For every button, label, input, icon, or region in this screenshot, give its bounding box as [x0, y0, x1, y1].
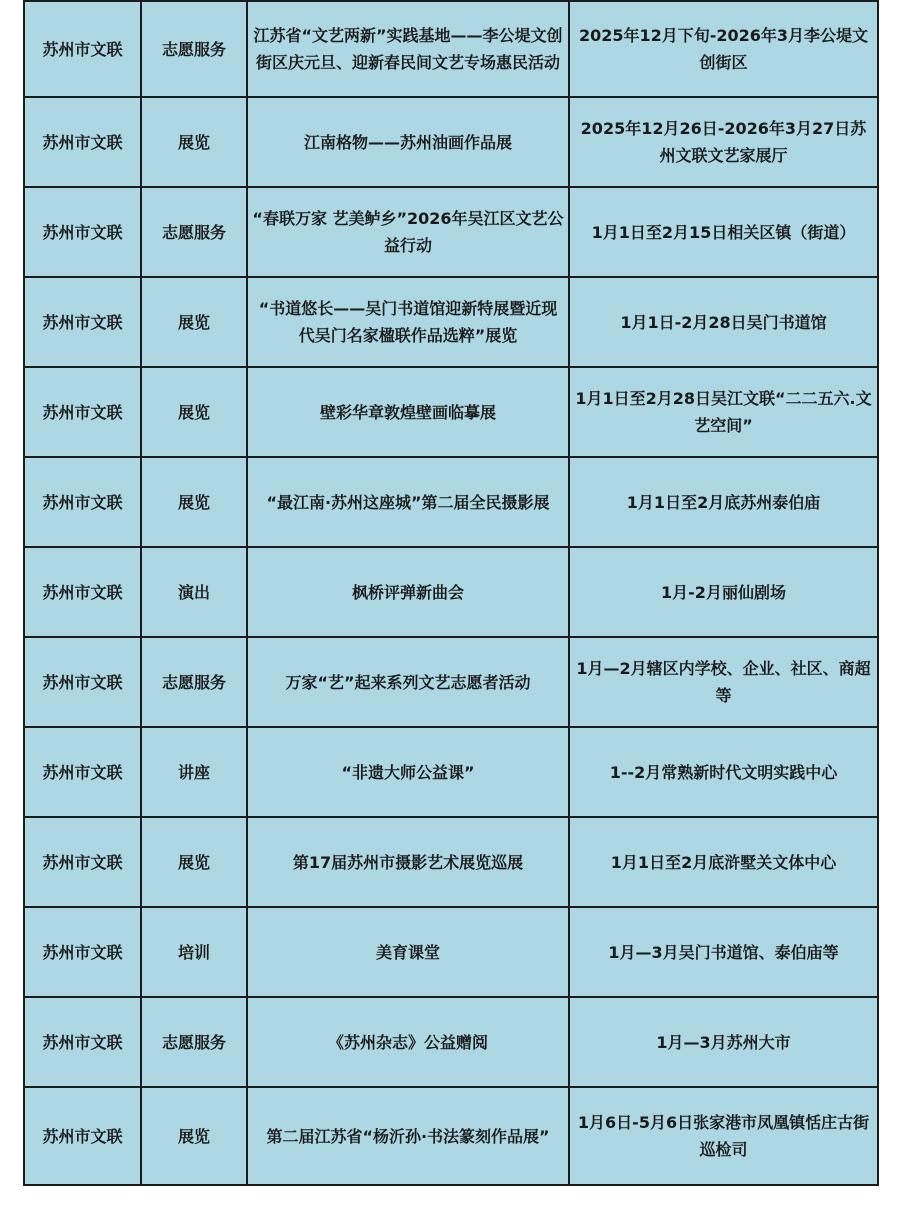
cell-time-place: 1月—3月苏州大市 [569, 997, 878, 1087]
activity-table [23, 0, 879, 1186]
cell-organizer: 苏州市文联 [24, 457, 141, 547]
cell-activity-title: 万家“艺”起来系列文艺志愿者活动 [247, 637, 569, 727]
cell-time-place: 1月1日至2月15日相关区镇（街道） [569, 187, 878, 277]
cell-organizer: 苏州市文联 [24, 187, 141, 277]
table-row [24, 907, 878, 997]
cell-time-place: 1--2月常熟新时代文明实践中心 [569, 727, 878, 817]
cell-activity-title: 第二届江苏省“杨沂孙·书法篆刻作品展” [247, 1087, 569, 1185]
table-row [24, 727, 878, 817]
cell-time-place: 1月1日至2月底浒墅关文体中心 [569, 817, 878, 907]
table-row [24, 97, 878, 187]
activity-table-container [23, 0, 877, 1186]
cell-category: 讲座 [141, 727, 247, 817]
cell-organizer: 苏州市文联 [24, 97, 141, 187]
table-row [24, 457, 878, 547]
table-row [24, 817, 878, 907]
cell-organizer: 苏州市文联 [24, 547, 141, 637]
cell-activity-title: 江南格物——苏州油画作品展 [247, 97, 569, 187]
table-row [24, 547, 878, 637]
activity-table-body [24, 1, 878, 1185]
cell-category: 展览 [141, 367, 247, 457]
cell-organizer: 苏州市文联 [24, 277, 141, 367]
cell-organizer: 苏州市文联 [24, 727, 141, 817]
cell-time-place: 1月6日-5月6日张家港市凤凰镇恬庄古街巡检司 [569, 1087, 878, 1185]
table-row [24, 1, 878, 97]
cell-category: 展览 [141, 1087, 247, 1185]
table-row [24, 637, 878, 727]
cell-activity-title: 《苏州杂志》公益赠阅 [247, 997, 569, 1087]
cell-activity-title: “非遗大师公益课” [247, 727, 569, 817]
table-row [24, 187, 878, 277]
cell-time-place: 1月—2月辖区内学校、企业、社区、商超等 [569, 637, 878, 727]
cell-activity-title: 枫桥评弹新曲会 [247, 547, 569, 637]
cell-category: 培训 [141, 907, 247, 997]
table-row [24, 277, 878, 367]
cell-category: 展览 [141, 817, 247, 907]
cell-category: 展览 [141, 457, 247, 547]
cell-time-place: 1月-2月丽仙剧场 [569, 547, 878, 637]
table-row [24, 997, 878, 1087]
cell-category: 展览 [141, 97, 247, 187]
cell-activity-title: 壁彩华章敦煌壁画临摹展 [247, 367, 569, 457]
cell-category: 志愿服务 [141, 637, 247, 727]
cell-activity-title: “最江南·苏州这座城”第二届全民摄影展 [247, 457, 569, 547]
cell-organizer: 苏州市文联 [24, 637, 141, 727]
cell-time-place: 1月1日-2月28日吴门书道馆 [569, 277, 878, 367]
cell-category: 志愿服务 [141, 187, 247, 277]
cell-activity-title: 美育课堂 [247, 907, 569, 997]
cell-activity-title: 第17届苏州市摄影艺术展览巡展 [247, 817, 569, 907]
cell-category: 志愿服务 [141, 1, 247, 97]
cell-time-place: 2025年12月下旬-2026年3月李公堤文创街区 [569, 1, 878, 97]
cell-category: 展览 [141, 277, 247, 367]
cell-organizer: 苏州市文联 [24, 367, 141, 457]
cell-organizer: 苏州市文联 [24, 907, 141, 997]
table-row [24, 1087, 878, 1185]
cell-organizer: 苏州市文联 [24, 1087, 141, 1185]
cell-category: 志愿服务 [141, 997, 247, 1087]
cell-organizer: 苏州市文联 [24, 1, 141, 97]
table-row [24, 367, 878, 457]
cell-time-place: 1月1日至2月28日吴江文联“二二五六.文艺空间” [569, 367, 878, 457]
cell-time-place: 2025年12月26日-2026年3月27日苏州文联文艺家展厅 [569, 97, 878, 187]
cell-activity-title: 江苏省“文艺两新”实践基地——李公堤文创街区庆元旦、迎新春民间文艺专场惠民活动 [247, 1, 569, 97]
cell-activity-title: “书道悠长——吴门书道馆迎新特展暨近现代吴门名家楹联作品选粹”展览 [247, 277, 569, 367]
cell-time-place: 1月—3月吴门书道馆、泰伯庙等 [569, 907, 878, 997]
cell-time-place: 1月1日至2月底苏州泰伯庙 [569, 457, 878, 547]
cell-organizer: 苏州市文联 [24, 817, 141, 907]
cell-activity-title: “春联万家 艺美鲈乡”2026年吴江区文艺公益行动 [247, 187, 569, 277]
cell-category: 演出 [141, 547, 247, 637]
cell-organizer: 苏州市文联 [24, 997, 141, 1087]
